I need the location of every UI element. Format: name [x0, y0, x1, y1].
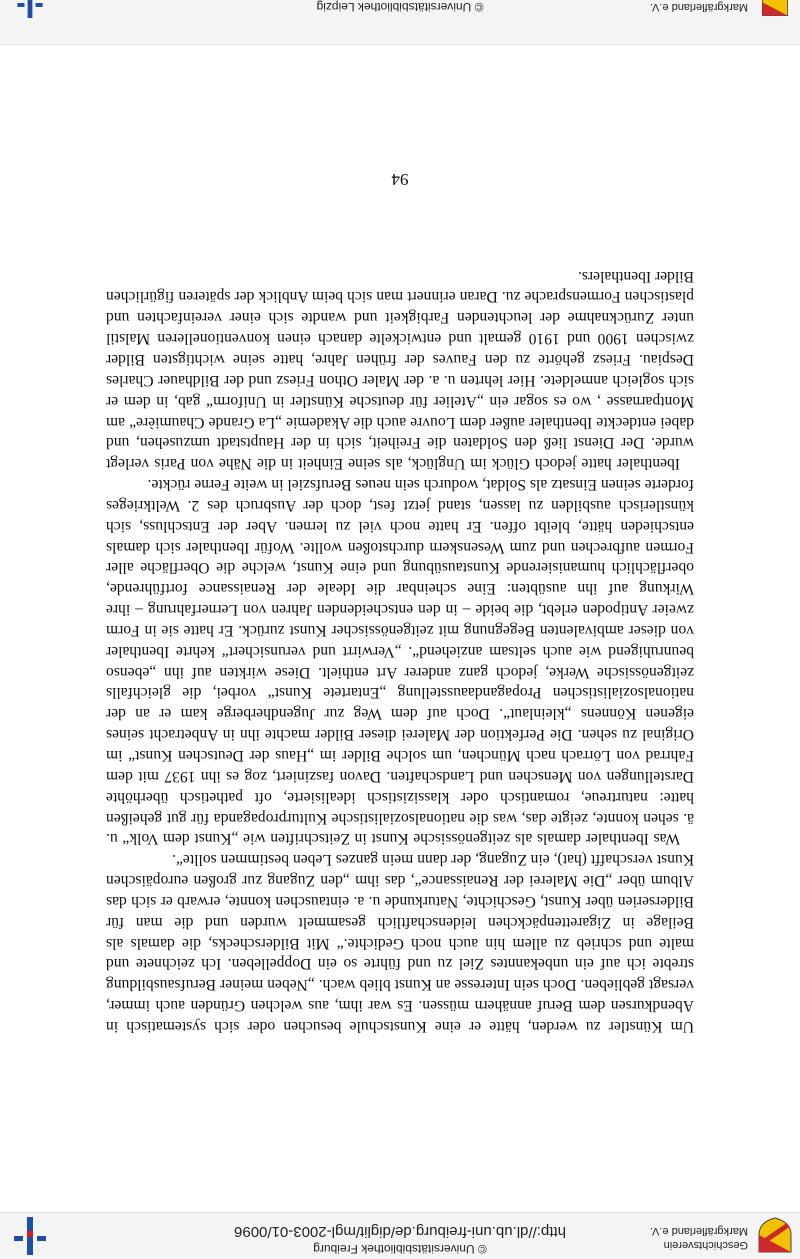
brand-line-2: Markgräflerland e.V. — [649, 1225, 748, 1237]
brand-line-1: Geschichtsverein — [663, 1239, 748, 1251]
source-url-link[interactable]: http://dl.ub.uni-freiburg.de/diglit/mgl-2003-01/0096 — [234, 1223, 566, 1240]
page-body-text — [106, 265, 694, 1036]
paragraph-2: Was Ibenthaler damals als zeitgenössische Kunst in Zeitschriften wie „Kunst dem Volk“ u. ä. sehen konnte, zeigte das, was die nationalsozialistische Kulturpropaganda für gut geheißen hatte: naturtreue, romantisch oder klassizistisch idealisierte, oft pathetisch überhöhte Darstellungen von Menschen und Landschaften. Davon fasziniert, zog es ihn 1937 mit dem Fahrrad von Lörrach nach München, um solche Bilder im „Haus der Deutschen Kunst“ im Original zu sehen. Die Perfektion der Malerei dieser Bilder machte ihn in Anbetracht seines eigenen Könnens „kleinlaut“. Doch auf dem Weg zur Jugendherberge kam er an der nationalsozialistischen Propagandaausstellung „Entartete Kunst“ vorbei, die gleichfalls zeitgenössische Werke, jedoch ganz anderer Art enthielt. Diese wirkten auf ihn „ebenso beunruhigend wie auch seltsam anziehend“. „Verwirrt und verunsichert“ kehrte Ibenthaler von dieser ambivalenten Begegnung mit zeitgenössischer Kunst zurück. Er hatte sie in Form zweier Antipoden erlebt, die beide – in den entscheidenden Jahren von Lernerfahrung – ihre Wirkung auf ihn ausübten: Eine scheinbar die Ideale der Renaissance fortführende, oberflächlich humanisierende Kunstausübung und eine Kunst, welche die Oberfläche aller Formen aufbrechen und zum Wesenskern durchstoßen wollte. Wofür Ibenthaler sich damals entschieden hätte, bleibt offen. Er hatte noch viel zu lernen. Aber der Entschluss, sich künstlerisch ausbilden zu lassen, stand jetzt fest, doch der Ausbruch des 2. Weltkrieges forderte seinen Einsatz als Soldat, wodurch sein neues Berufsziel in weite Ferne rückte. — [106, 476, 694, 848]
page-number: 94 — [391, 170, 409, 189]
ub-logo-small — [14, 0, 46, 18]
footer-copyright: © Universitätsbibliothek Leipzig — [316, 0, 484, 14]
viewer-footer — [0, 0, 800, 45]
viewer-header — [0, 1212, 800, 1259]
ub-freiburg-logo — [14, 1217, 46, 1255]
footer-brand-text: Markgräflerland e.V. — [649, 1, 748, 13]
copyright-text: © Universitätsbibliothek Freiburg — [313, 1242, 487, 1256]
paragraph-1: Um Künstler zu werden, hätte er eine Kunstschule besuchen oder sich systematisch in Abendkursen dem Beruf annähern müssen. Es war ihm, aus welchen Gründen auch immer, versagt geblieben. Doch sein Interesse an Kunst blieb wach. „Neben meiner Berufsausbildung strebte ich auf ein unbekanntes Ziel zu und führte so ein Doppelleben. Ich zeichnete und malte und schrieb zu allem hin auch noch Gedichte.“ Mit Bilderschecks, die damals als Beilage in Zigarettenpäckchen leidenschaftlich gesammelt wurden und die man für Bilderserien über Kunst, Geschichte, Naturkunde u. a. eintauschen konnte, erwarb er sich das Album über „Die Malerei der Renaissance“, das ihm „den Zugang zur großen europäischen Kunst verschafft (hat), ein Zugang, der dann mein ganzes Leben bestimmen sollte“. — [106, 851, 694, 1035]
paragraph-3: Ibenthaler hatte jedoch Glück im Unglück, als seine Einheit in die Nähe von Paris verlegt wurde. Der Dienst ließ den Soldaten die Freiheit, sich in der Hauptstadt umzusehen, und dabei entdeckte Ibenthaler außer dem Louvre auch die Akademie „La Grande Chaumière“ am Montparnasse , wo es sogar ein „Atelier für deutsche Künstler in Uniform“ gab, in dem er sich sogleich anmeldete. Hier lehrten u. a. der Maler Othon Friesz und der Bildhauer Charles Despiau. Friesz gehörte zu den Fauves der frühen Jahre, hatte seine wichtigsten Bilder zwischen 1900 und 1910 gemalt und entwickelte danach einen konventionelleren Malstil unter Zurücknahme der leuchtenden Farbigkeit und wandte sich einer vereinfachten und plastischen Formensprache zu. Daran erinnert man sich beim Anblick der späteren figürlichen Bilder Ibenthalers. — [106, 267, 694, 473]
